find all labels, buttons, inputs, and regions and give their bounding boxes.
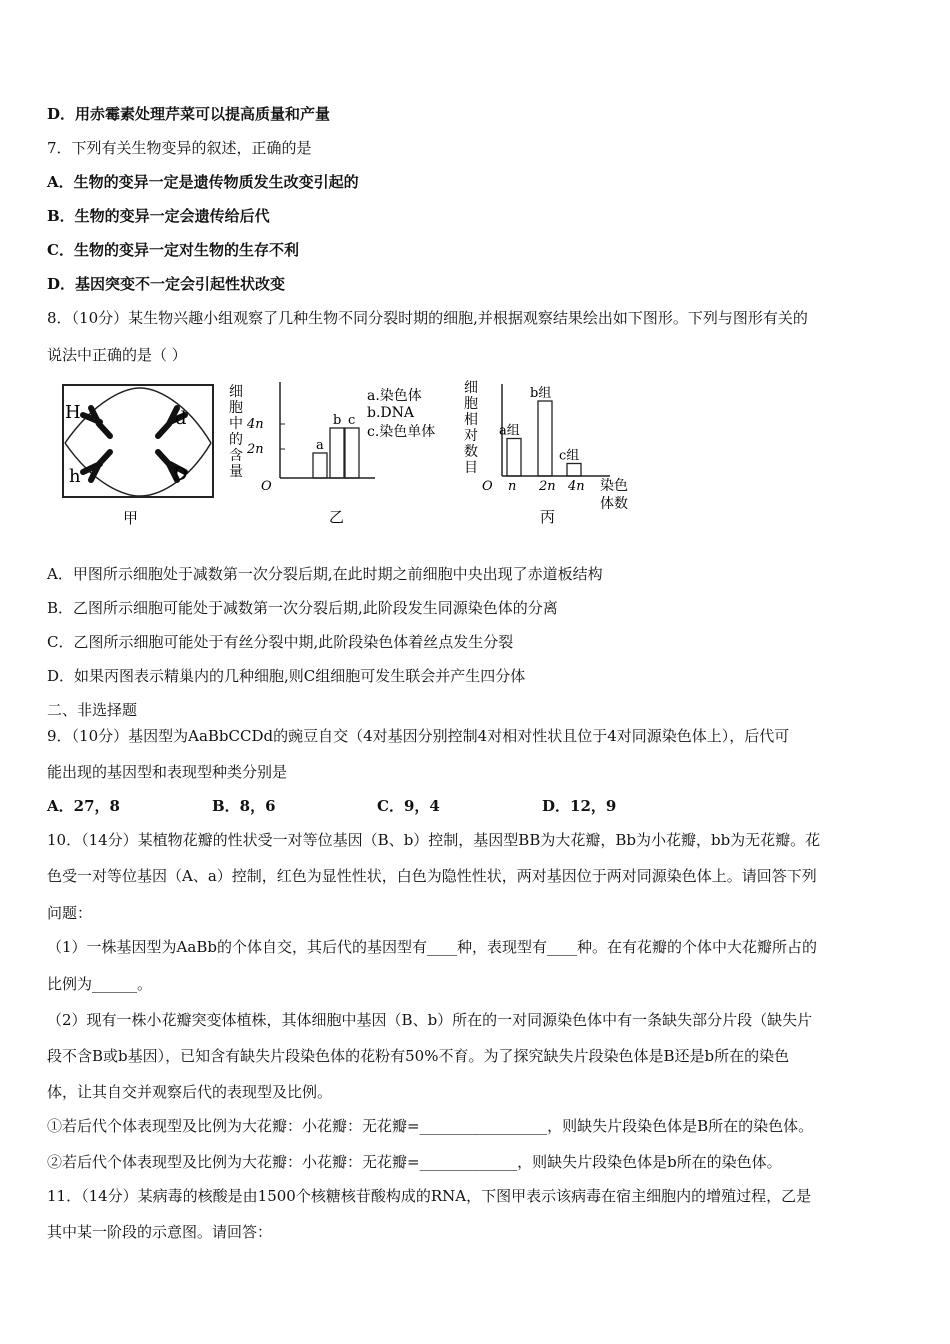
q10-part2-case1: ①若后代个体表现型及比例为大花瓣：小花瓣：无花瓣=_________________，则缺失片段染色体是B所在的染色体。 [47,1117,814,1135]
bing-xlabel-1: 染色 [600,478,628,494]
q8-stem-line1: 8．（10分）某生物兴趣小组观察了几种生物不同分裂时期的细胞,并根据观察结果绘出如下图形。下列与图形有关的 [47,309,808,327]
q10-stem-line3: 问题： [47,904,93,922]
yi-ylabel-char: 含 [229,448,243,464]
q10-stem-line1: 10．（14分）某植物花瓣的性状受一对等位基因（B、b）控制，基因型BB为大花瓣，Bb为小花瓣，bb为无花瓣。花 [47,831,821,849]
bing-ylabel-char: 对 [464,428,478,444]
q8-option-a: A．甲图所示细胞处于减数第一次分裂后期,在此时期之前细胞中央出现了赤道板结构 [47,565,603,583]
bing-xtick-4n: 4n [568,479,585,494]
q7-option-a: A．生物的变异一定是遗传物质发生改变引起的 [47,173,359,191]
q9-stem-line2: 能出现的基因型和表现型种类分别是 [47,763,288,781]
yi-origin: O [261,479,272,494]
q8-option-d: D．如果丙图表示精巢内的几种细胞,则C组细胞可发生联会并产生四分体 [47,667,526,685]
q9-option-d: D．12，9 [542,797,617,815]
yi-ylabel-char: 中 [229,416,243,432]
bing-bars [499,386,585,494]
bing-ylabel-char: 胞 [464,396,478,412]
q11-stem-line1: 11．（14分）某病毒的核酸是由1500个核糖核苷酸构成的RNA，下图甲表示该病毒在宿主细胞内的增殖过程，乙是 [47,1187,812,1205]
cell-outline [63,385,213,497]
q7-option-d: D．基因突变不一定会引起性状改变 [47,275,286,293]
bing-bar-2n [538,401,552,476]
chart-yi [225,380,465,530]
q10-part2-line2: 段不含B或b基因），已知含有缺失片段染色体的花粉有50%不育。为了探究缺失片段染色体是B还是b所在的染色 [47,1047,790,1065]
q7-stem: 7．下列有关生物变异的叙述，正确的是 [47,139,312,157]
q10-part1-line2: 比例为______。 [47,975,153,993]
bing-ylabel-char: 相 [464,412,478,428]
yi-ylabel-char: 细 [229,384,243,400]
yi-ylabel-char: 的 [229,432,243,448]
bing-ylabel [464,380,478,476]
yi-ytick-2n: 2n [247,442,264,457]
yi-bar-label-a: a [316,438,324,453]
q10-part2-case2: ②若后代个体表现型及比例为大花瓣：小花瓣：无花瓣=_____________，则缺失片段染色体是b所在的染色体。 [47,1153,782,1171]
q8-option-c: C．乙图所示细胞可能处于有丝分裂中期,此阶段染色体着丝点发生分裂 [47,633,514,651]
q10-part2-line1: （2）现有一株小花瓣突变体植株，其体细胞中基因（B、b）所在的一对同源染色体中有一条缺失部分片段（缺失片 [47,1011,813,1029]
yi-bars [280,413,359,478]
yi-bar-b [330,428,344,478]
bing-ylabel-char: 数 [464,444,478,460]
caption-bing: 丙 [540,508,556,526]
chromosomes [83,408,185,480]
caption-jia: 甲 [123,509,139,527]
bing-origin: O [482,479,493,494]
section-heading: 二、非选择题 [47,701,138,719]
bing-ylabel-char: 细 [464,380,478,396]
yi-legend-b: b.DNA [367,405,414,421]
q8-option-b: B．乙图所示细胞可能处于减数第一次分裂后期,此阶段发生同源染色体的分离 [47,599,558,617]
bing-bar-label-0: a组 [499,423,520,439]
bing-bar-4n [567,464,581,477]
q10-stem-line2: 色受一对等位基因（A、a）控制，红色为显性性状，白色为隐性性状，两对基因位于两对同源染色体上。请回答下列 [47,867,817,885]
q7-option-b: B．生物的变异一定会遗传给后代 [47,207,270,225]
q10-part2-line3: 体，让其自交并观察后代的表现型及比例。 [47,1083,333,1101]
yi-ytick-4n: 4n [247,417,264,432]
yi-legend-c: c.染色单体 [367,424,436,440]
q9-option-c: C．9，4 [377,797,440,815]
bing-bar-label-2: c组 [559,448,580,464]
chart-bing [460,378,660,528]
q9-option-b: B．8，6 [212,797,276,815]
bing-ylabel-char: 目 [464,460,478,476]
yi-bar-c [345,428,359,478]
bing-xtick-2n: 2n [539,479,556,494]
yi-bar-label-c: c [348,413,356,428]
bing-xlabel-2: 体数 [600,496,628,512]
yi-bar-a [313,453,327,478]
bing-xtick-n: n [508,479,517,494]
yi-ylabel-char: 量 [229,464,243,480]
q9-option-a: A．27，8 [47,797,120,815]
yi-ylabel [229,384,243,480]
bing-bar-label-1: b组 [530,386,552,401]
q9-stem-line1: 9．（10分）基因型为AaBbCCDd的豌豆自交（4对基因分别控制4对相对性状且位于4对同源染色体上），后代可 [47,727,790,745]
q7-option-c: C．生物的变异一定对生物的生存不利 [47,241,299,259]
q10-part1-line1: （1）一株基因型为AaBb的个体自交，其后代的基因型有____种，表现型有____种。在有花瓣的个体中大花瓣所占的 [47,938,817,956]
caption-yi: 乙 [329,508,345,526]
q9-options [47,795,616,816]
yi-ylabel-char: 胞 [229,400,243,416]
label-D: D [173,464,188,485]
yi-legend-a: a.染色体 [367,388,422,404]
label-H: H [65,402,81,423]
yi-bar-label-b: b [333,413,342,428]
label-h: h [69,466,81,487]
q11-stem-line2: 其中某一阶段的示意图。请回答： [47,1223,273,1241]
q6-option-d: D．用赤霉素处理芹菜可以提高质量和产量 [47,105,331,123]
figure-jia [55,380,225,530]
q8-stem-line2: 说法中正确的是（ ） [47,346,187,364]
bing-bar-n [507,439,521,477]
label-d: d [175,408,187,429]
